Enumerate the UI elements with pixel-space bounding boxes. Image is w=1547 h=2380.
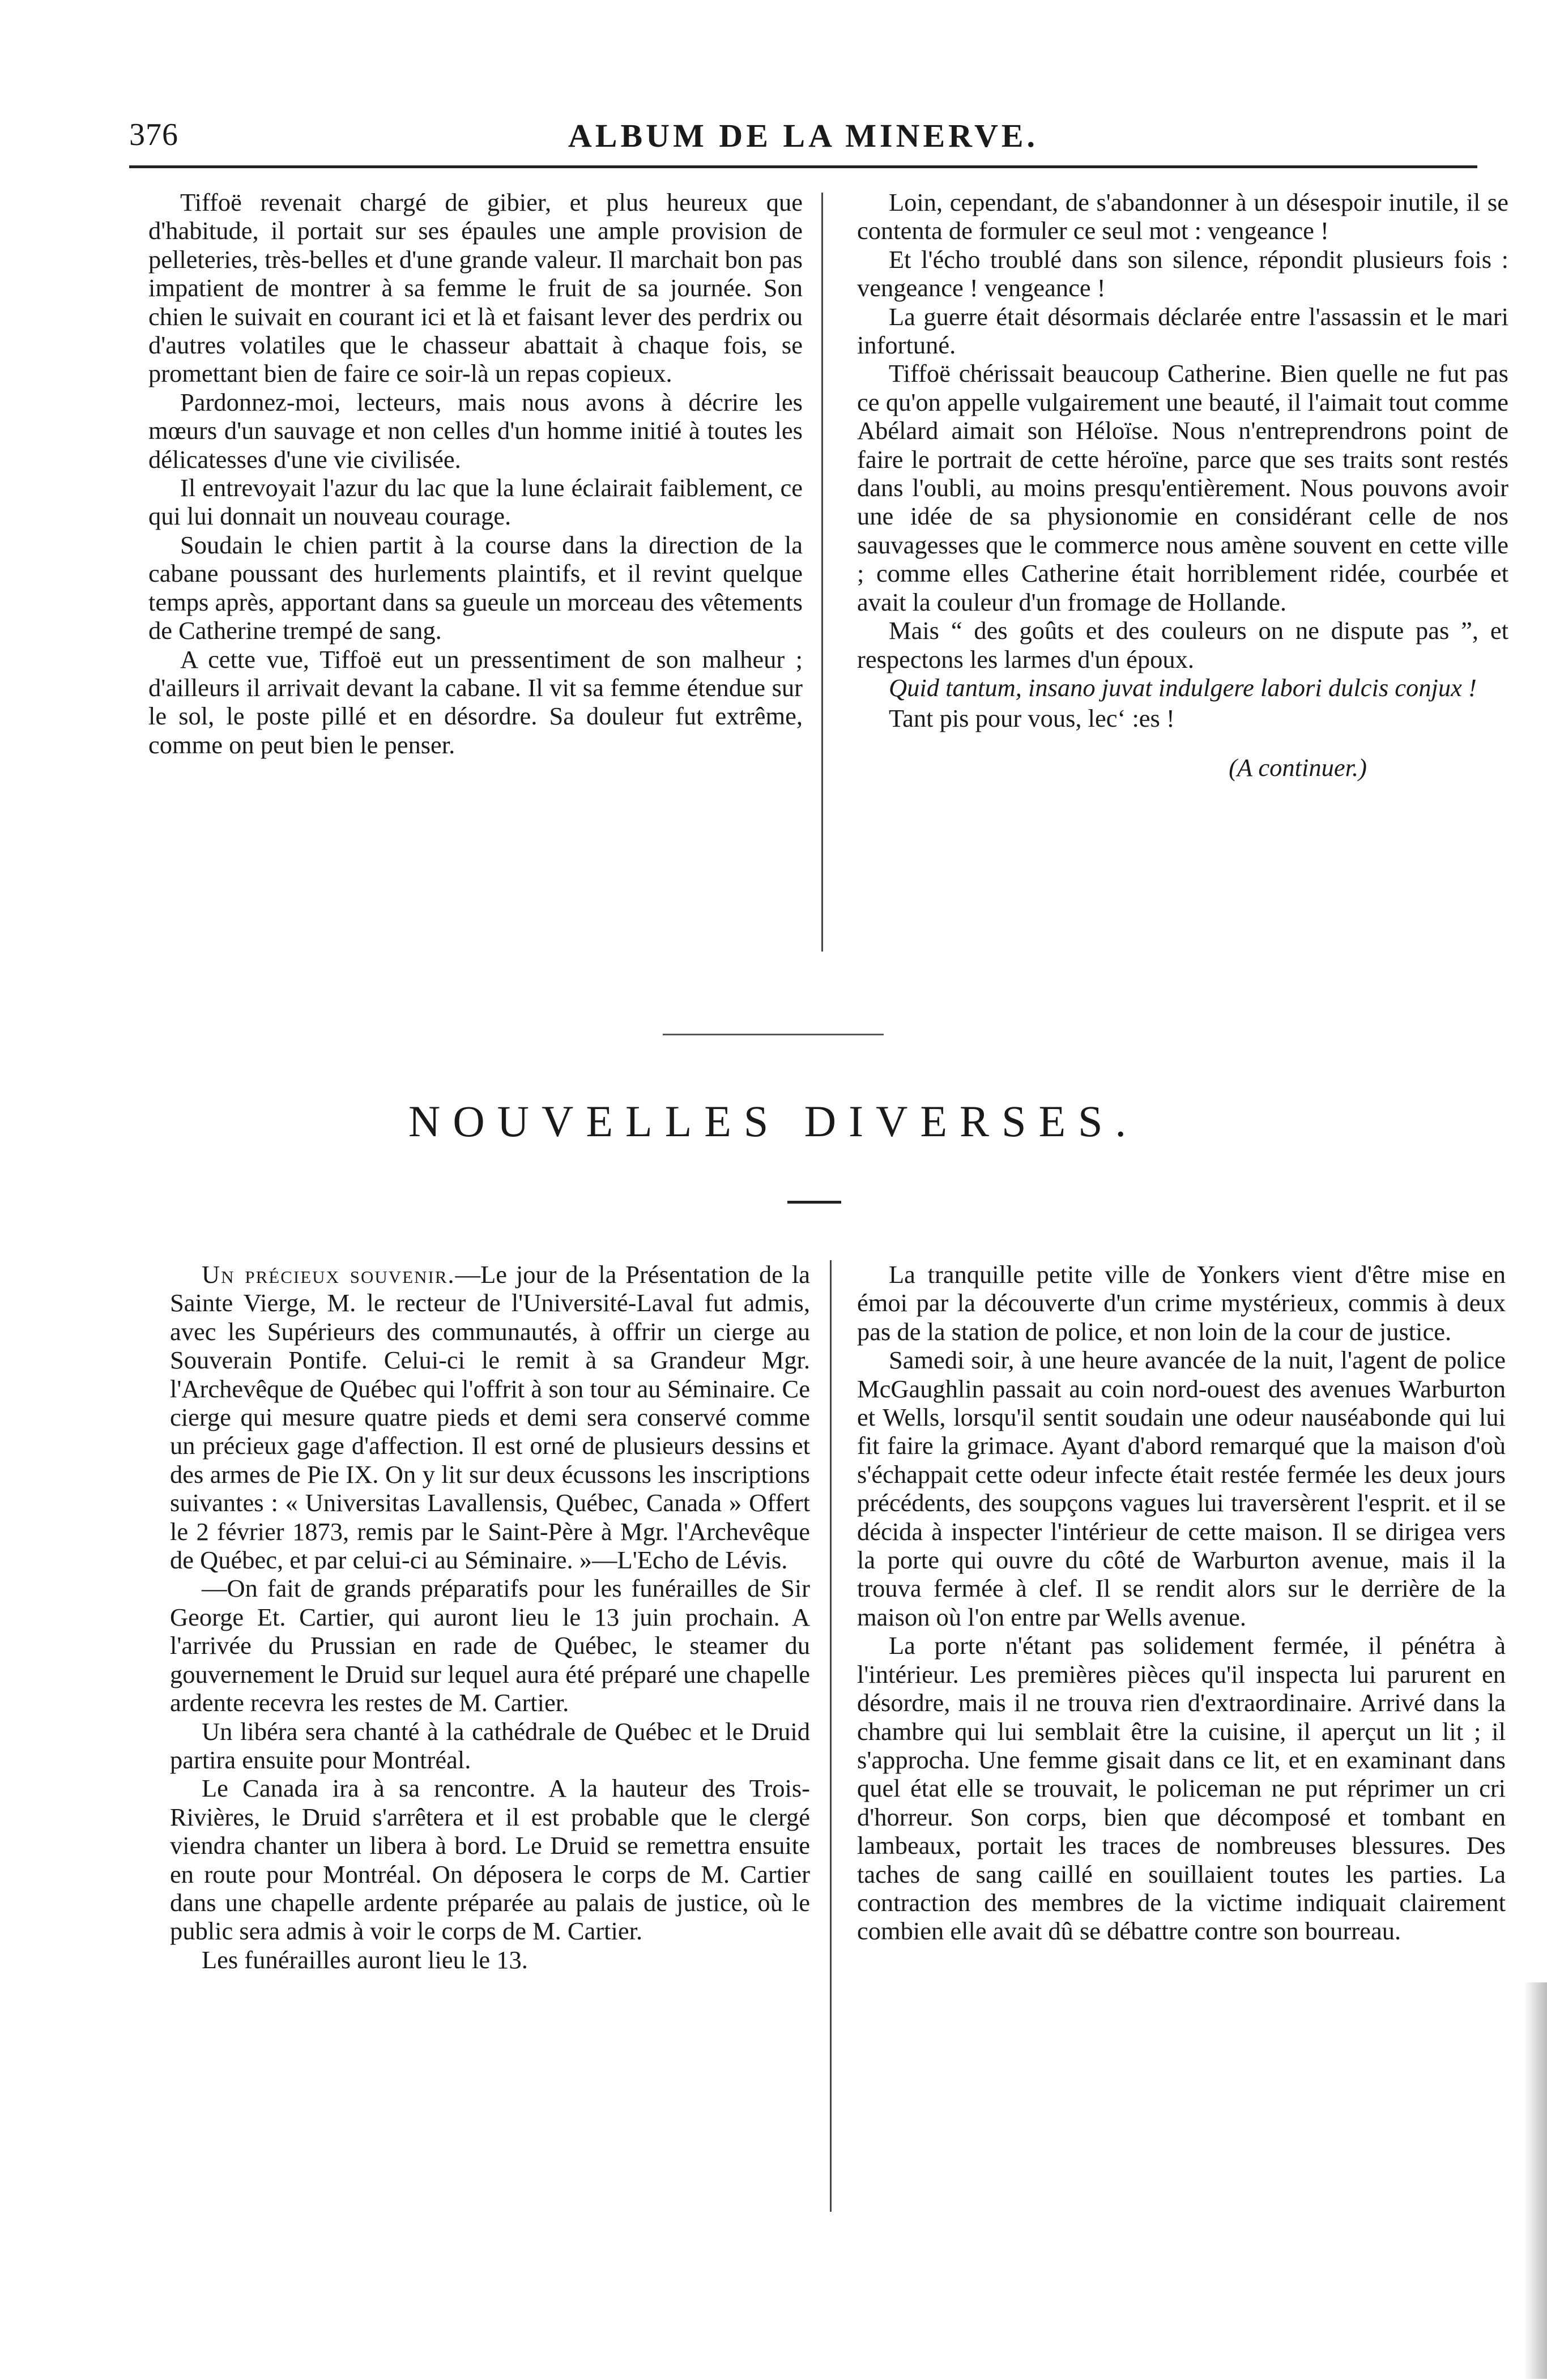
page-header <box>129 117 1477 162</box>
news-right-column <box>857 1260 1506 1946</box>
story-paragraph: A cette vue, Tiffoë eut un pressentiment de son malheur ; d'ailleurs il arrivait devant la cabane. Il vit sa femme étendue sur le sol, le poste pillé et en désordre. Sa douleur fut extrême, comme on peut bien le penser. <box>148 645 803 759</box>
news-paragraph: Le Canada ira à sa rencontre. A la hauteur des Trois-Rivières, le Druid s'arrêtera et il est probable que le clergé viendra chanter un libera à bord. Le Druid se remettra ensuite en route pour Montréal. On déposera le corps de M. Cartier dans une chapelle ardente préparée au palais de justice, où le public sera admis à voir le corps de M. Cartier. <box>170 1774 810 1946</box>
section-title: NOUVELLES DIVERSES. <box>408 1097 1139 1146</box>
story-paragraph: Tiffoë chérissait beaucoup Catherine. Bien quelle ne fut pas ce qu'on appelle vulgairement une beauté, il l'aimait tout comme Abélard aimait son Héloïse. Nous n'entreprendrons point de faire le portrait de cette héroïne, parce que ses traits sont restés dans l'oubli, au moins presqu'entièrement. Nous pouvons avoir une idée de sa physionomie en considérant celle de nos sauvagesses que le commerce nous amène souvent en cette ville ; comme elles Catherine était horriblement ridée, courbée et avait la couleur d'un fromage de Hollande. <box>857 359 1508 616</box>
news-paragraph: —On fait de grands préparatifs pour les funérailles de Sir George Et. Cartier, qui auront lieu le 13 juin prochain. A l'arrivée du Prussian en rade de Québec, le steamer du gouvernement le Druid sur lequel aura été préparé une chapelle ardente recevra les restes de M. Cartier. <box>170 1574 810 1717</box>
title-underline <box>787 1201 841 1204</box>
news-paragraph: Les funérailles auront lieu le 13. <box>202 1945 528 1974</box>
story-paragraph: Loin, cependant, de s'abandonner à un désespoir inutile, il se contenta de formuler ce seul mot : vengeance ! <box>857 188 1508 245</box>
story-left-column <box>148 188 803 759</box>
section-separator <box>663 1034 884 1035</box>
column-divider <box>821 193 823 952</box>
header-rule <box>129 165 1477 168</box>
story-paragraph: Tiffoë revenait chargé de gibier, et plus heureux que d'habitude, il portait sur ses épaules une ample provision de pelleteries, très-belles et d'une grande valeur. Il marchait bon pas impatient de montrer à sa femme le fruit de sa journée. Son chien le suivait en courant ici et là et faisant lever des perdrix ou d'autres volatiles que le chasseur abattait à chaque fois, se promettant bien de faire ce soir-là un repas copieux. <box>148 188 803 388</box>
news-paragraph <box>170 1260 810 1574</box>
to-be-continued: (A continuer.) <box>1229 753 1367 782</box>
news-lead-text: —Le jour de la Présentation de la Sainte Vierge, M. le recteur de l'Université-Laval fut admis, avec les Supérieurs des communautés, à offrir un cierge au Souverain Pontife. Celui-ci le remit à sa Grandeur Mgr. l'Archevêque de Québec qui l'offrit à son tour au Séminaire. Ce cierge qui mesure quatre pieds et demi sera conservé comme un précieux gage d'affection. Il est orné de plusieurs dessins et des armes de Pie IX. On y lit sur deux écussons les inscriptions suivantes : « Universitas Lavallensis, Québec, Canada » Offert le 2 février 1873, remis par le Saint-Père à Mgr. l'Archevêque de Québec, et par celui-ci au Séminaire. »—L'Echo de Lévis. <box>170 1260 810 1575</box>
story-paragraph: Mais “ des goûts et des couleurs on ne dispute pas ”, et respectons les larmes d'un époux. <box>857 616 1508 673</box>
story-paragraph: Et l'écho troublé dans son silence, répondit plusieurs fois : vengeance ! vengeance ! <box>857 245 1508 302</box>
news-paragraph: Un libéra sera chanté à la cathédrale de Québec et le Druid partira ensuite pour Montréal. <box>170 1717 810 1774</box>
story-paragraph: Soudain le chien partit à la course dans la direction de la cabane poussant des hurlements plaintifs, et il revint quelque temps après, apportant dans sa gueule un morceau des vêtements de Catherine trempé de sang. <box>148 530 803 645</box>
story-paragraph: La guerre était désormais déclarée entre l'assassin et le mari infortuné. <box>857 302 1508 360</box>
running-title: ALBUM DE LA MINERVE. <box>568 117 1039 154</box>
news-paragraph: Samedi soir, à une heure avancée de la nuit, l'agent de police McGaughlin passait au coin nord-ouest des avenues Warburton et Wells, lorsqu'il sentit soudain une odeur nauséabonde qui lui fit faire la grimace. Ayant d'abord remarqué que la maison d'où s'échappait cette odeur infecte était restée fermée les deux jours précédents, des soupçons vagues lui traversèrent l'esprit. et il se décida à inspecter l'intérieur de cette maison. Il se dirigea vers la porte qui ouvre du côté de Warburton avenue, mais il la trouva fermée à clef. Il se rendit alors sur le derrière de la maison où l'on entre par Wells avenue. <box>857 1346 1506 1631</box>
scan-edge-shadow <box>1524 1982 1547 2379</box>
story-right-column <box>857 188 1508 782</box>
closing-line: Tant pis pour vous, lecʻ :es ! <box>889 704 1175 733</box>
news-lead-heading: Un précieux souvenir. <box>202 1260 455 1289</box>
story-paragraph: Pardonnez-moi, lecteurs, mais nous avons à décrire les mœurs d'un sauvage et non celles d'un homme initié à toutes les délicatesses d'une vie civilisée. <box>148 387 803 474</box>
news-paragraph: La porte n'étant pas solidement fermée, il pénétra à l'intérieur. Les premières pièces qu'il inspecta lui parurent en désordre, mais il ne trouva rien d'extraordinaire. Arrivé dans la chambre qui lui semblait être la cuisine, il aperçut un lit ; il s'approcha. Une femme gisait dans ce lit, et en examinant dans quel état elle se trouvait, le policeman ne put réprimer un cri d'horreur. Son corps, bien que décomposé et tombant en lambeaux, portait les traces de nombreuses blessures. Des taches de sang caillé en souillaient toutes les parties. La contraction des membres de la victime indiquait clairement combien elle avait dû se débattre contre son bourreau. <box>857 1631 1506 1946</box>
story-paragraph: Il entrevoyait l'azur du lac que la lune éclairait faiblement, ce qui lui donnait un nouveau courage. <box>148 474 803 531</box>
latin-quote: Quid tantum, insano juvat indulgere labori dulcis conjux ! <box>889 673 1477 702</box>
news-paragraph: La tranquille petite ville de Yonkers vient d'être mise en émoi par la découverte d'un crime mystérieux, commis à deux pas de la station de police, et non loin de la cour de justice. <box>857 1260 1506 1346</box>
news-left-column <box>170 1260 810 1974</box>
column-divider <box>830 1260 832 2212</box>
page-number: 376 <box>129 117 178 152</box>
